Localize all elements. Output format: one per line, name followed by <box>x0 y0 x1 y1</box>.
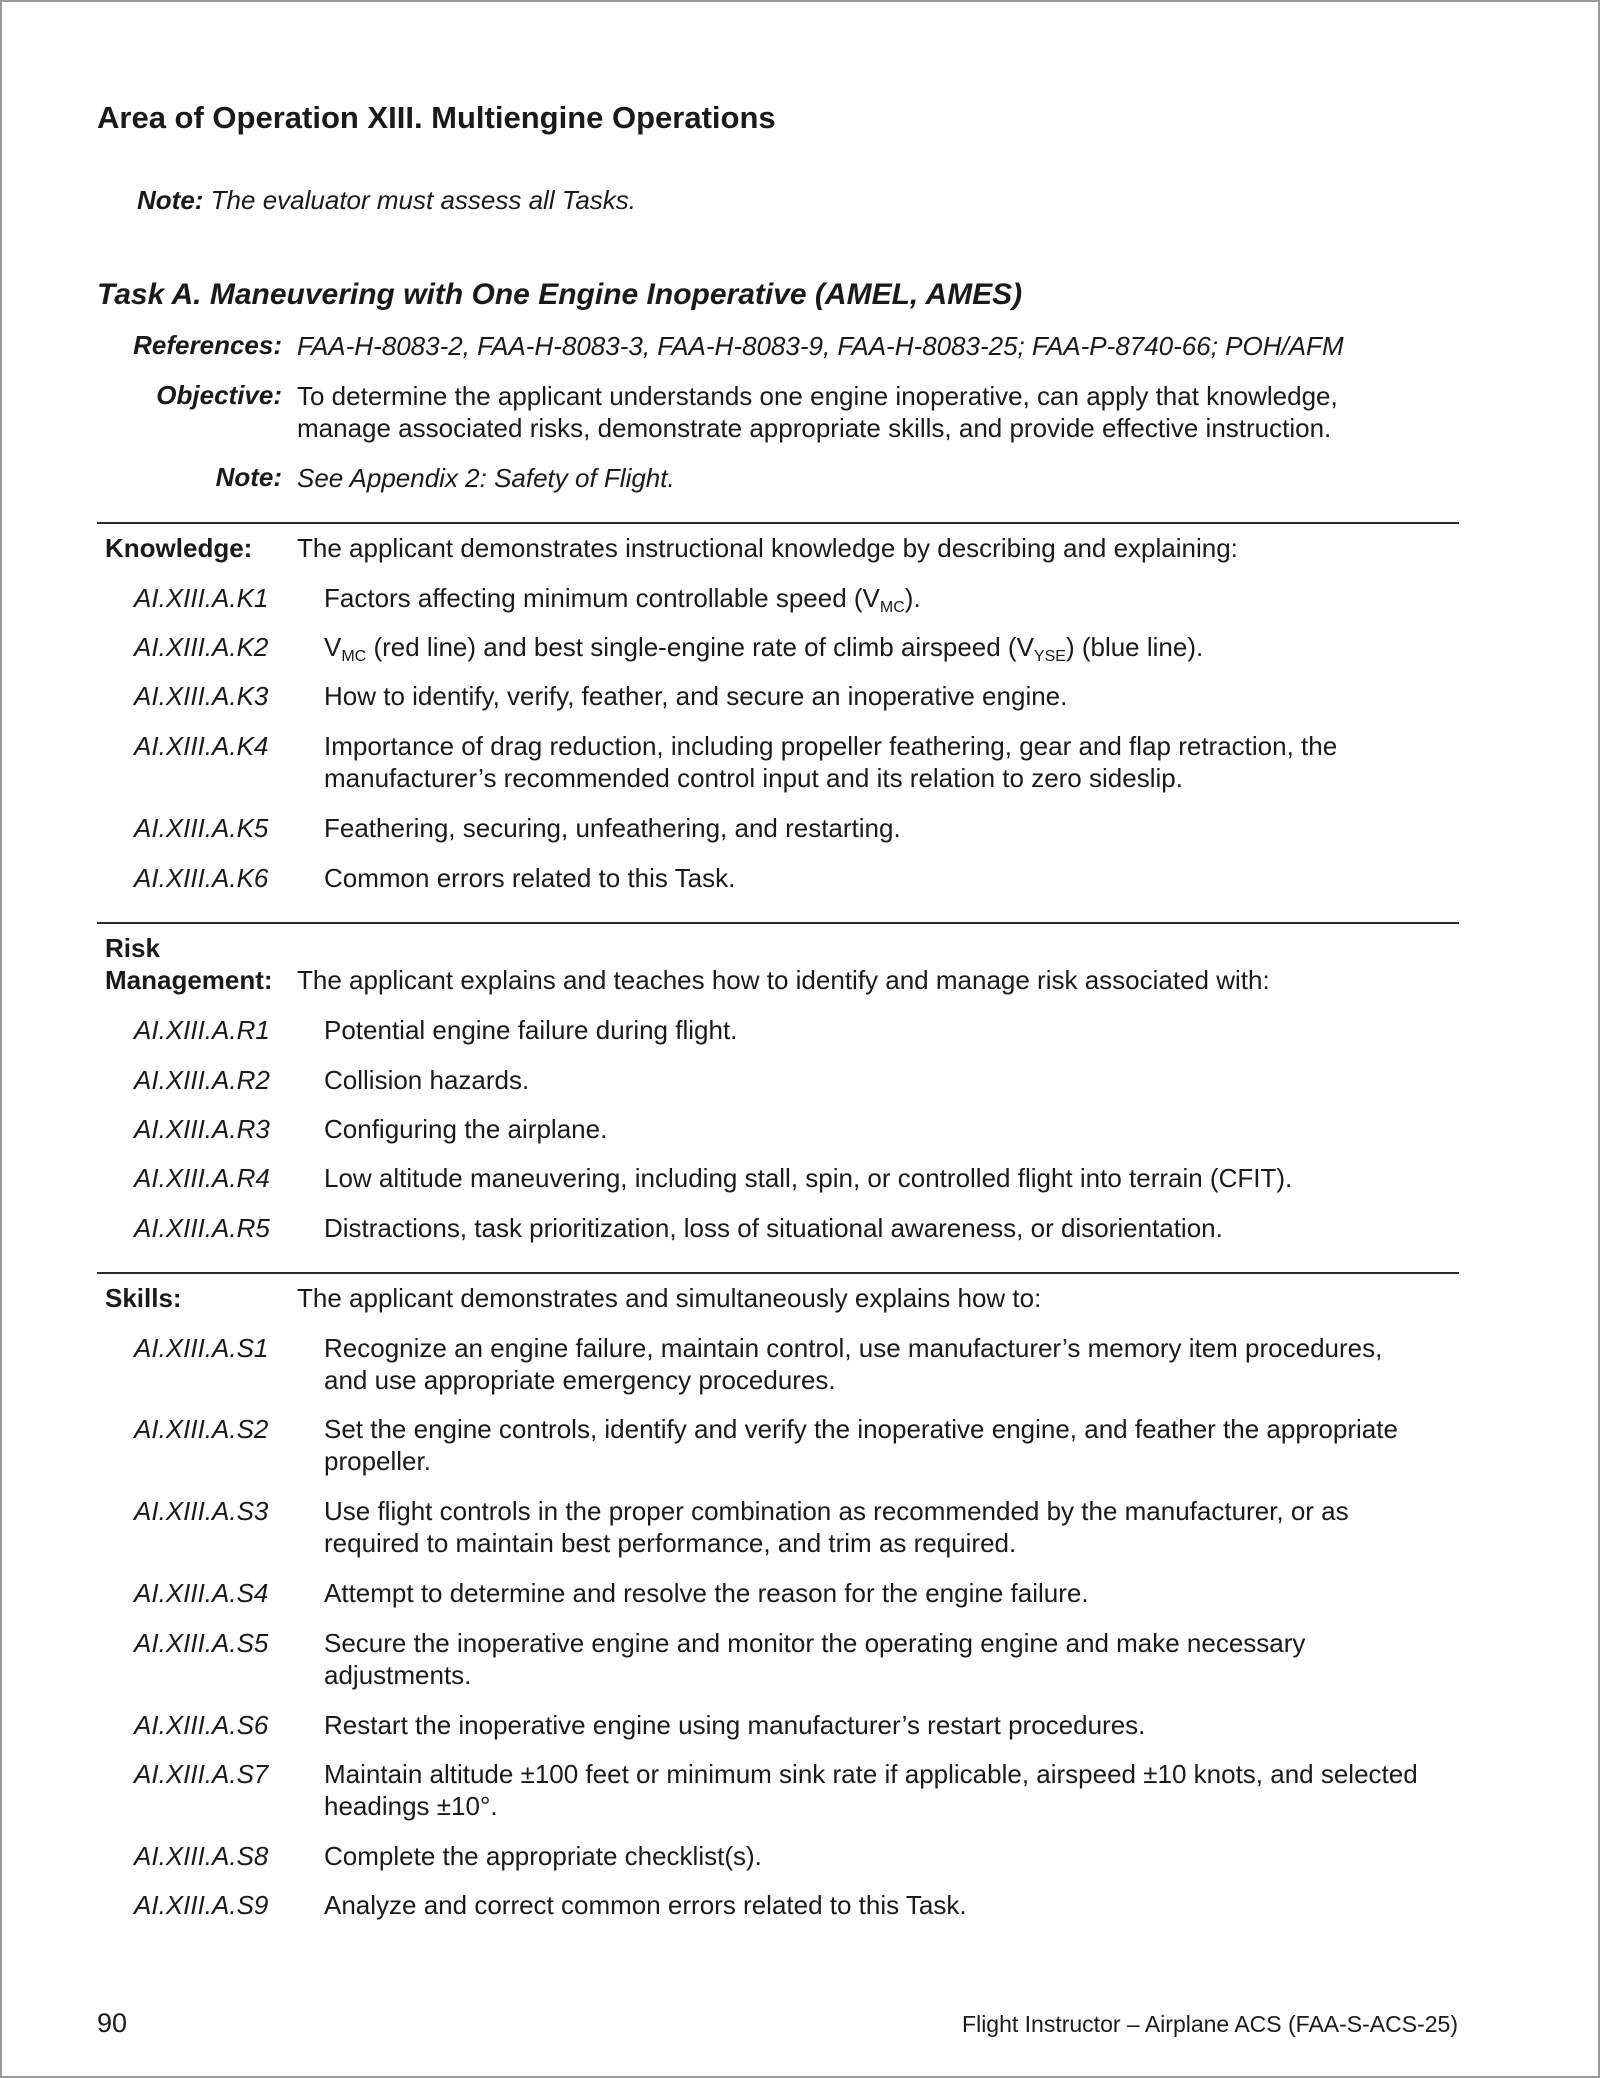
item-text: Collision hazards. <box>324 1065 530 1095</box>
item-code: AI.XIII.A.S9 <box>134 1890 269 1920</box>
risk-item <box>97 1162 1459 1194</box>
item-text-line-1: Set the engine controls, identify and verify the inoperative engine, and feather the appropriate <box>324 1414 1398 1444</box>
skills-item <box>97 1413 1459 1477</box>
item-text-line-2: required to maintain best performance, and trim as required. <box>324 1528 1017 1558</box>
item-text: $V_{MC}$ (red line) and best single-engine rate of climb airspeed $(V_{YSE})$ (blue line). <box>324 632 1204 665</box>
section-divider <box>97 922 1459 924</box>
item-code: AI.XIII.A.S1 <box>134 1333 269 1363</box>
knowledge-intro: The applicant demonstrates instructional knowledge by describing and explaining: <box>297 533 1238 563</box>
item-code: AI.XIII.A.S6 <box>134 1710 269 1740</box>
item-text: Factors affecting minimum controllable speed $(V_{MC})$. <box>324 583 921 616</box>
risk-label-line-2: Management: <box>105 965 273 995</box>
item-text-line-1: Secure the inoperative engine and monitor the operating engine and make necessary <box>324 1628 1306 1658</box>
skills-item <box>97 1332 1459 1396</box>
skills-item <box>97 1627 1459 1691</box>
page-number: 90 <box>97 2008 128 2038</box>
task-note-label: Note: <box>215 462 282 492</box>
item-text: Potential engine failure during flight. <box>324 1015 738 1045</box>
item-text-line-2: manufacturer’s recommended control input and its relation to zero sideslip. <box>324 763 1183 793</box>
objective-line-2: manage associated risks, demonstrate appropriate skills, and provide effective instruction. <box>297 413 1332 443</box>
section-divider <box>97 522 1459 524</box>
item-text-line-1: Recognize an engine failure, maintain control, use manufacturer’s memory item procedures, <box>324 1333 1383 1363</box>
item-code: AI.XIII.A.K1 <box>134 583 269 613</box>
knowledge-item <box>97 730 1459 794</box>
item-text-line-2: headings ±10°. <box>324 1791 498 1821</box>
item-code: AI.XIII.A.R4 <box>134 1163 270 1193</box>
item-code: AI.XIII.A.K3 <box>134 681 269 711</box>
item-code: AI.XIII.A.S2 <box>134 1414 269 1444</box>
task-title: Task A. Maneuvering with One Engine Inoperative (AMEL, AMES) <box>97 278 1023 311</box>
skills-item <box>97 1758 1459 1822</box>
knowledge-item <box>97 862 1459 894</box>
risk-item <box>97 1212 1459 1244</box>
item-code: AI.XIII.A.S4 <box>134 1578 269 1608</box>
item-code: AI.XIII.A.R2 <box>134 1065 270 1095</box>
references-text: FAA-H-8083-2, FAA-H-8083-3, FAA-H-8083-9, FAA-H-8083-25; FAA-P-8740-66; POH/AFM <box>297 331 1344 361</box>
knowledge-label: Knowledge: <box>105 533 253 563</box>
item-code: AI.XIII.A.R5 <box>134 1213 270 1243</box>
objective-line-1: To determine the applicant understands one engine inoperative, can apply that knowledge, <box>297 381 1338 411</box>
item-text-line-1: Use flight controls in the proper combination as recommended by the manufacturer, or as <box>324 1496 1349 1526</box>
item-text: Feathering, securing, unfeathering, and restarting. <box>324 813 901 843</box>
item-code: AI.XIII.A.S7 <box>134 1759 269 1789</box>
task-references <box>97 330 1457 362</box>
task-note <box>97 462 1457 494</box>
skills-item <box>97 1709 1459 1741</box>
item-text: Attempt to determine and resolve the reason for the engine failure. <box>324 1578 1089 1608</box>
risk-label-line-1: Risk <box>105 933 160 963</box>
item-code: AI.XIII.A.R3 <box>134 1114 270 1144</box>
skills-item <box>97 1840 1459 1872</box>
section-divider <box>97 1272 1459 1274</box>
area-note-text: The evaluator must assess all Tasks. <box>210 185 637 215</box>
task-note-text: See Appendix 2: Safety of Flight. <box>297 463 675 493</box>
skills-item <box>97 1577 1459 1609</box>
item-text-line-1: Maintain altitude ±100 feet or minimum sink rate if applicable, airspeed ±10 knots, and selected <box>324 1759 1418 1789</box>
risk-item <box>97 1113 1459 1145</box>
item-code: AI.XIII.A.S3 <box>134 1496 269 1526</box>
item-text-line-2: adjustments. <box>324 1660 472 1690</box>
item-text: How to identify, verify, feather, and secure an inoperative engine. <box>324 681 1068 711</box>
item-code: AI.XIII.A.K2 <box>134 632 269 662</box>
item-text: Common errors related to this Task. <box>324 863 736 893</box>
item-code: AI.XIII.A.K4 <box>134 731 269 761</box>
item-code: AI.XIII.A.K6 <box>134 863 269 893</box>
knowledge-item <box>97 631 1459 663</box>
item-code: AI.XIII.A.S8 <box>134 1841 269 1871</box>
document-title: Flight Instructor – Airplane ACS (FAA-S-ACS-25) <box>962 2011 1458 2037</box>
item-text: Low altitude maneuvering, including stall, spin, or controlled flight into terrain (CFIT). <box>324 1163 1293 1193</box>
knowledge-item <box>97 680 1459 712</box>
area-note-label: Note: <box>137 185 204 215</box>
area-title: Area of Operation XIII. Multiengine Operations <box>97 100 776 135</box>
skills-item <box>97 1889 1459 1921</box>
risk-item <box>97 1064 1459 1096</box>
knowledge-item <box>97 582 1459 614</box>
item-text: Analyze and correct common errors related to this Task. <box>324 1890 967 1920</box>
knowledge-item <box>97 812 1459 844</box>
objective-label: Objective: <box>156 380 282 410</box>
item-text: Restart the inoperative engine using manufacturer’s restart procedures. <box>324 1710 1146 1740</box>
skills-label: Skills: <box>105 1283 182 1313</box>
item-text: Distractions, task prioritization, loss of situational awareness, or disorientation. <box>324 1213 1223 1243</box>
task-objective <box>97 380 1457 444</box>
skills-item <box>97 1495 1459 1559</box>
item-code: AI.XIII.A.R1 <box>134 1015 270 1045</box>
skills-intro: The applicant demonstrates and simultaneously explains how to: <box>297 1283 1042 1313</box>
area-note <box>137 185 636 216</box>
risk-intro: The applicant explains and teaches how to identify and manage risk associated with: <box>297 965 1270 995</box>
item-text: Configuring the airplane. <box>324 1114 608 1144</box>
risk-item <box>97 1014 1459 1046</box>
references-label: References: <box>133 330 282 360</box>
item-code: AI.XIII.A.S5 <box>134 1628 269 1658</box>
item-text-line-2: and use appropriate emergency procedures. <box>324 1365 836 1395</box>
item-text: Complete the appropriate checklist(s). <box>324 1841 762 1871</box>
item-text-line-2: propeller. <box>324 1446 431 1476</box>
item-text-line-1: Importance of drag reduction, including propeller feathering, gear and flap retraction, the <box>324 731 1338 761</box>
item-code: AI.XIII.A.K5 <box>134 813 269 843</box>
